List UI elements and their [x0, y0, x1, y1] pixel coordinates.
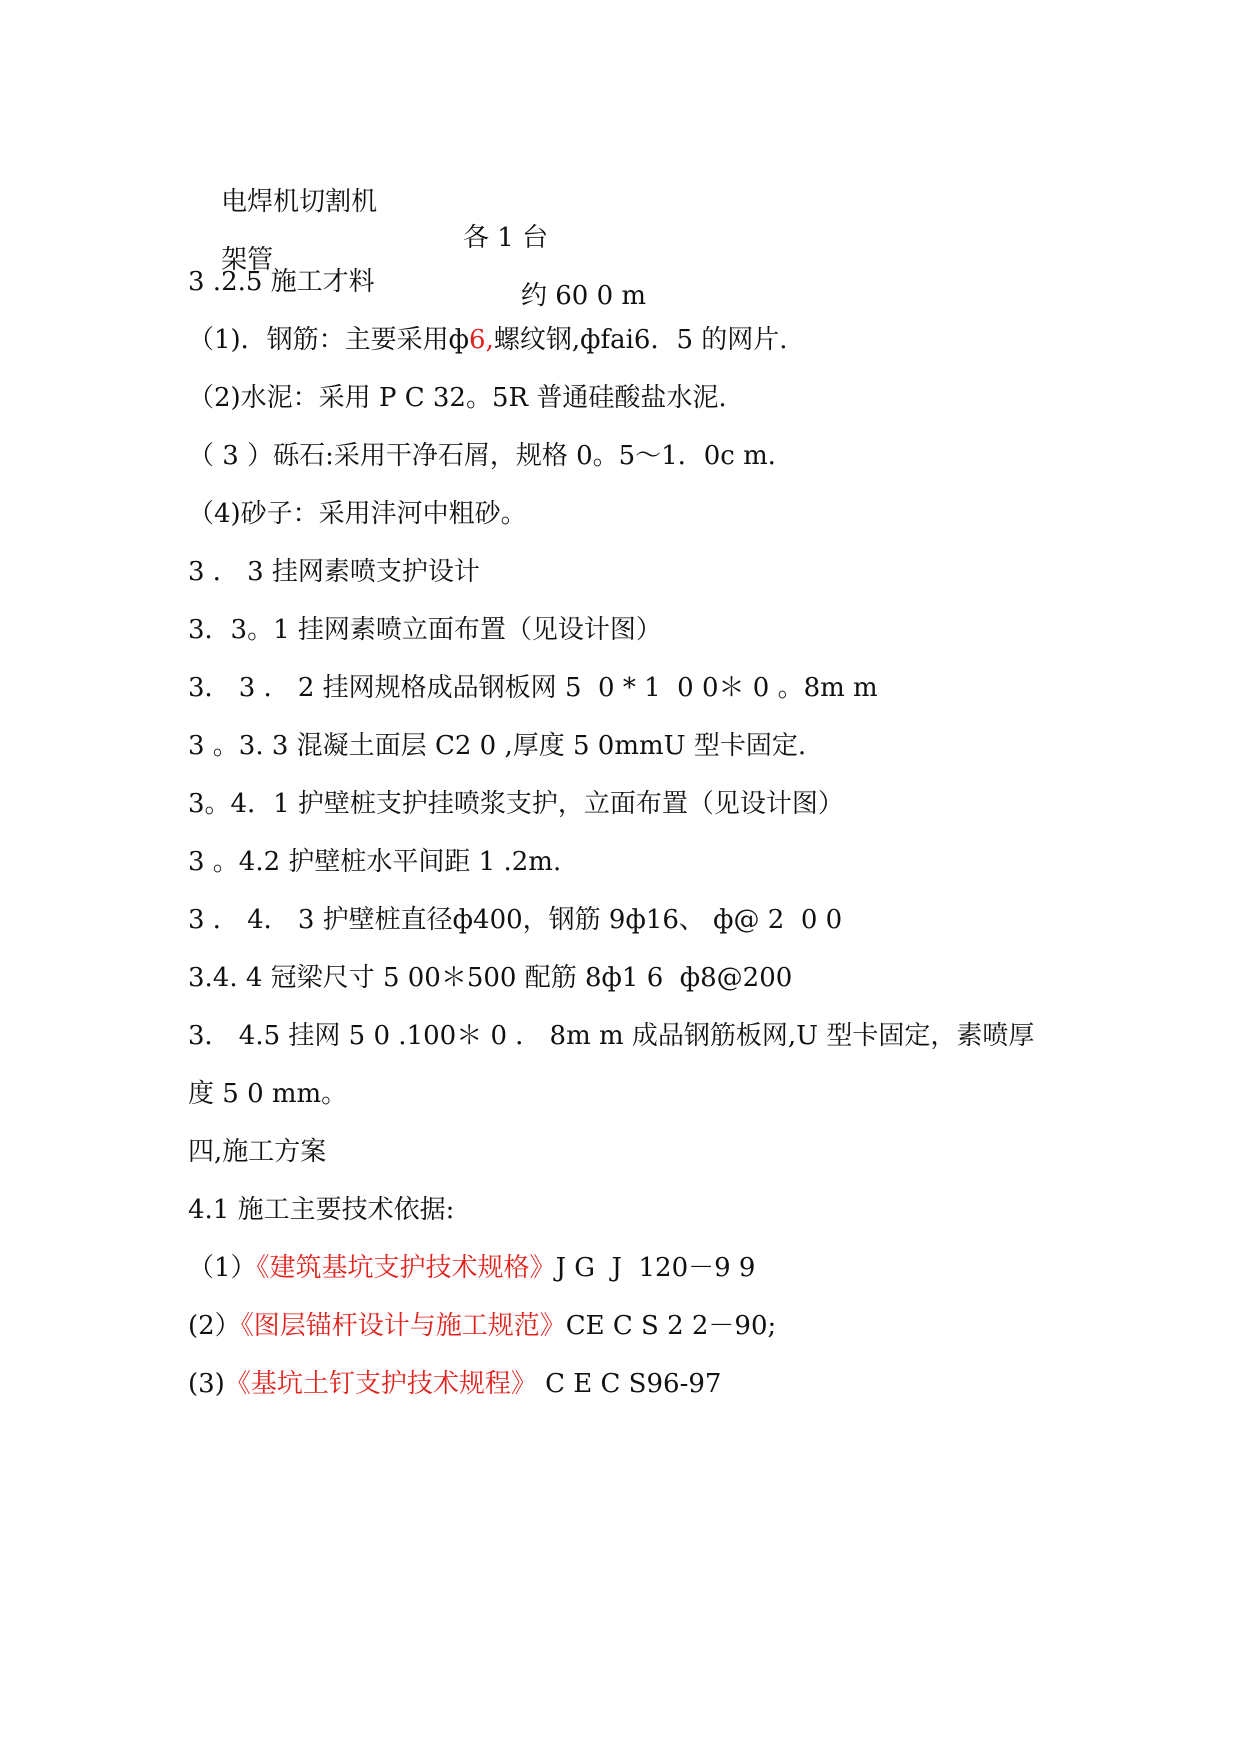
reference-title: 《建筑基坑支护技术规格》 [256, 1253, 556, 1283]
text-line: 3.4. 4 冠梁尺寸 5 00＊500 配筋 8ф1 6 ф8@200 [188, 963, 793, 993]
text-segment: （1） [188, 1253, 257, 1283]
equipment-name: 电焊机切割机 [221, 187, 378, 217]
text-segment: J G J 120－9 9 [555, 1253, 756, 1283]
section-heading-mesh-design: 3 ． 3 挂网素喷支护设计 [188, 557, 480, 587]
material-item-sand: （4)砂子：采用沣河中粗砂。 [188, 499, 527, 529]
text-segment: C E C S96-97 [536, 1369, 722, 1399]
text-line: 3 。4.2 护壁桩水平间距 1 .2m. [188, 847, 562, 877]
equipment-name: 架管 [221, 245, 274, 275]
text-segment: (2） [188, 1311, 241, 1341]
text-line: 3．3。1 挂网素喷立面布置（见设计图） [188, 615, 662, 645]
equipment-qty: 约 60 0 m [521, 281, 647, 311]
text-line: 度 5 0 mm。 [188, 1079, 348, 1109]
section-heading-materials: 3 .2.5 施工才料 [188, 267, 375, 297]
text-line: 3． 4.5 挂网 5 0 .100＊ 0 ． 8m m 成品钢筋板网,U 型卡固定，素喷厚 [188, 1021, 1035, 1051]
text-line: 3。4．1 护壁桩支护挂喷浆支护，立面布置（见设计图） [188, 789, 844, 819]
text-segment: (3) [188, 1369, 225, 1399]
text-line: 3． 3 ． 2 挂网规格成品钢板网 5 0 * 1 0 0＊ 0 。8m m [188, 673, 878, 703]
section-heading-basis: 4.1 施工主要技术依据: [188, 1195, 455, 1225]
reference-item-3 [188, 1366, 721, 1402]
reference-item-2 [188, 1308, 776, 1344]
material-item-cement: （2)水泥：采用 P C 32。5R 普通硅酸盐水泥. [188, 383, 727, 413]
text-line: 3 。3. 3 混凝土面层 C2 0 ,厚度 5 0mmU 型卡固定. [188, 731, 807, 761]
chapter-heading: 四,施工方案 [188, 1137, 327, 1167]
text-segment: 螺纹钢,фfai6．5 的网片. [493, 325, 788, 355]
text-segment: CE C S 2 2－90; [565, 1311, 777, 1341]
reference-title: 《基坑土钉支护技术规程》 [224, 1369, 537, 1399]
text-segment: （1)．钢筋：主要采用ф [188, 325, 470, 355]
equipment-qty: 各 1 台 [463, 223, 549, 253]
material-item-gravel: （ 3 ）砾石:采用干净石屑，规格 0。5～1．0c m． [188, 441, 794, 471]
reference-item-1 [188, 1250, 755, 1286]
text-line: 3 ． 4． 3 护壁桩直径ф400，钢筋 9ф16、 ф@ 2 0 0 [188, 905, 843, 935]
reference-title: 《图层锚杆设计与施工规范》 [240, 1311, 566, 1341]
material-item-steel [188, 322, 788, 358]
highlight-text: 6, [469, 325, 494, 355]
